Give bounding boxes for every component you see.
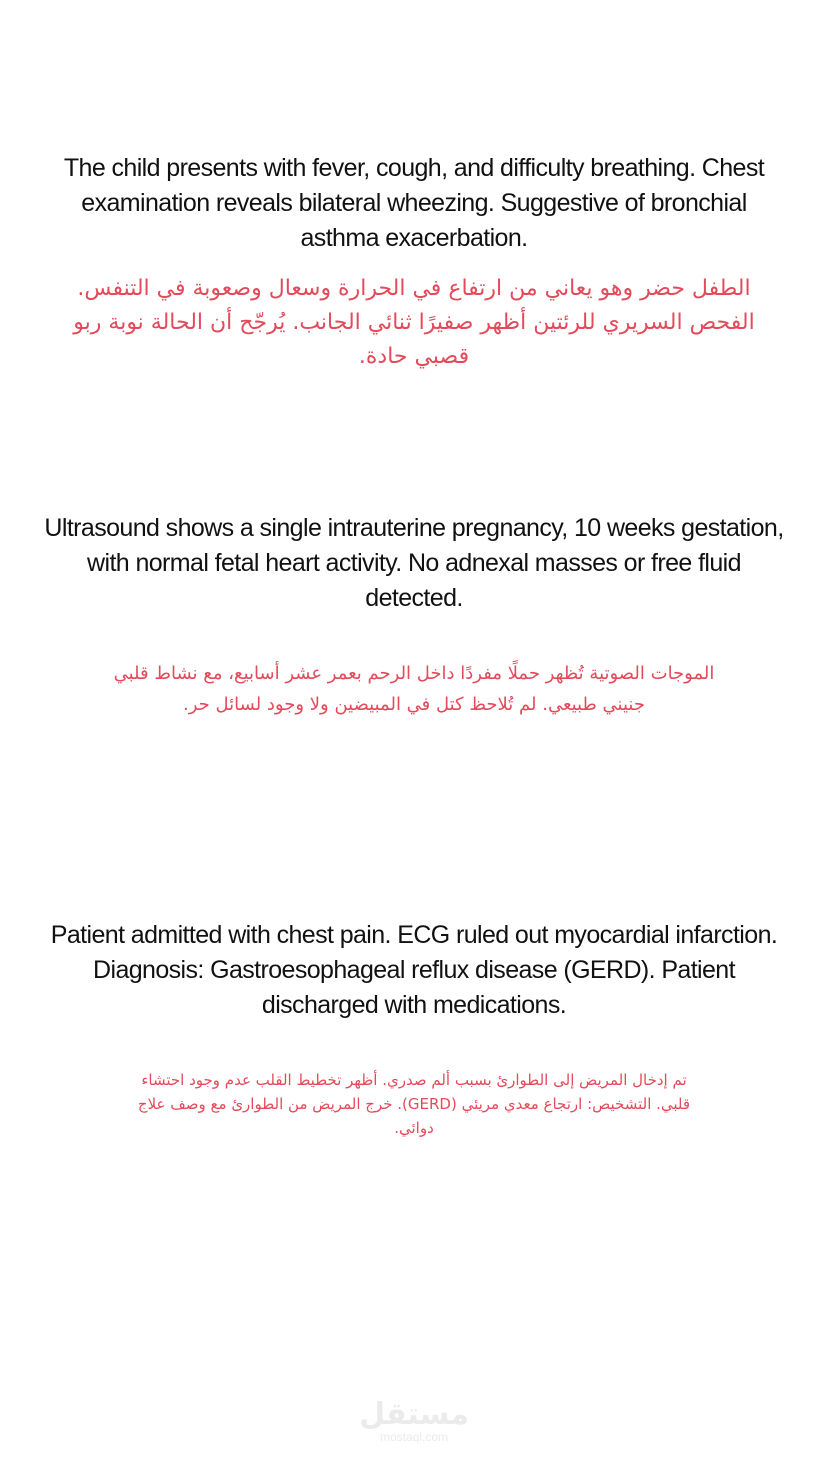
watermark-logo: مستقل	[359, 1397, 469, 1432]
watermark	[0, 1398, 828, 1444]
watermark-url: mostaql.com	[379, 1430, 449, 1444]
note-3-arabic: تم إدخال المريض إلى الطوارئ بسبب ألم صدري. أظهر تخطيط القلب عدم وجود احتشاء قلبي. التشخيص: ارتجاع معدي مريئي (GERD). خرج المريض من الطوارئ مع وصف علاج دوائي.	[137, 1071, 691, 1137]
note-1-arabic: الطفل حضر وهو يعاني من ارتفاع في الحرارة وسعال وصعوبة في التنفس. الفحص السريري للرئتين أظهر صفيرًا ثنائي الجانب. يُرجّح أن الحالة نوبة ربو قصبي حادة.	[73, 276, 755, 369]
note-3-english: Patient admitted with chest pain. ECG ruled out myocardial infarction. Diagnosis: Gastroesophageal reflux disease (GERD). Patient discharged with medications.	[50, 921, 778, 1019]
note-2-english: Ultrasound shows a single intrauterine pregnancy, 10 weeks gestation, with normal fetal heart activity. No adnexal masses or free fluid detected.	[44, 514, 784, 612]
note-1-english: The child presents with fever, cough, and difficulty breathing. Chest examination reveals bilateral wheezing. Suggestive of bronchial asthma exacerbation.	[63, 154, 765, 252]
note-2-arabic: الموجات الصوتية تُظهر حملًا مفردًا داخل الرحم بعمر عشر أسابيع، مع نشاط قلبي جنيني طبيعي. لم تُلاحظ كتل في المبيضين ولا وجود لسائل حر.	[113, 663, 715, 715]
